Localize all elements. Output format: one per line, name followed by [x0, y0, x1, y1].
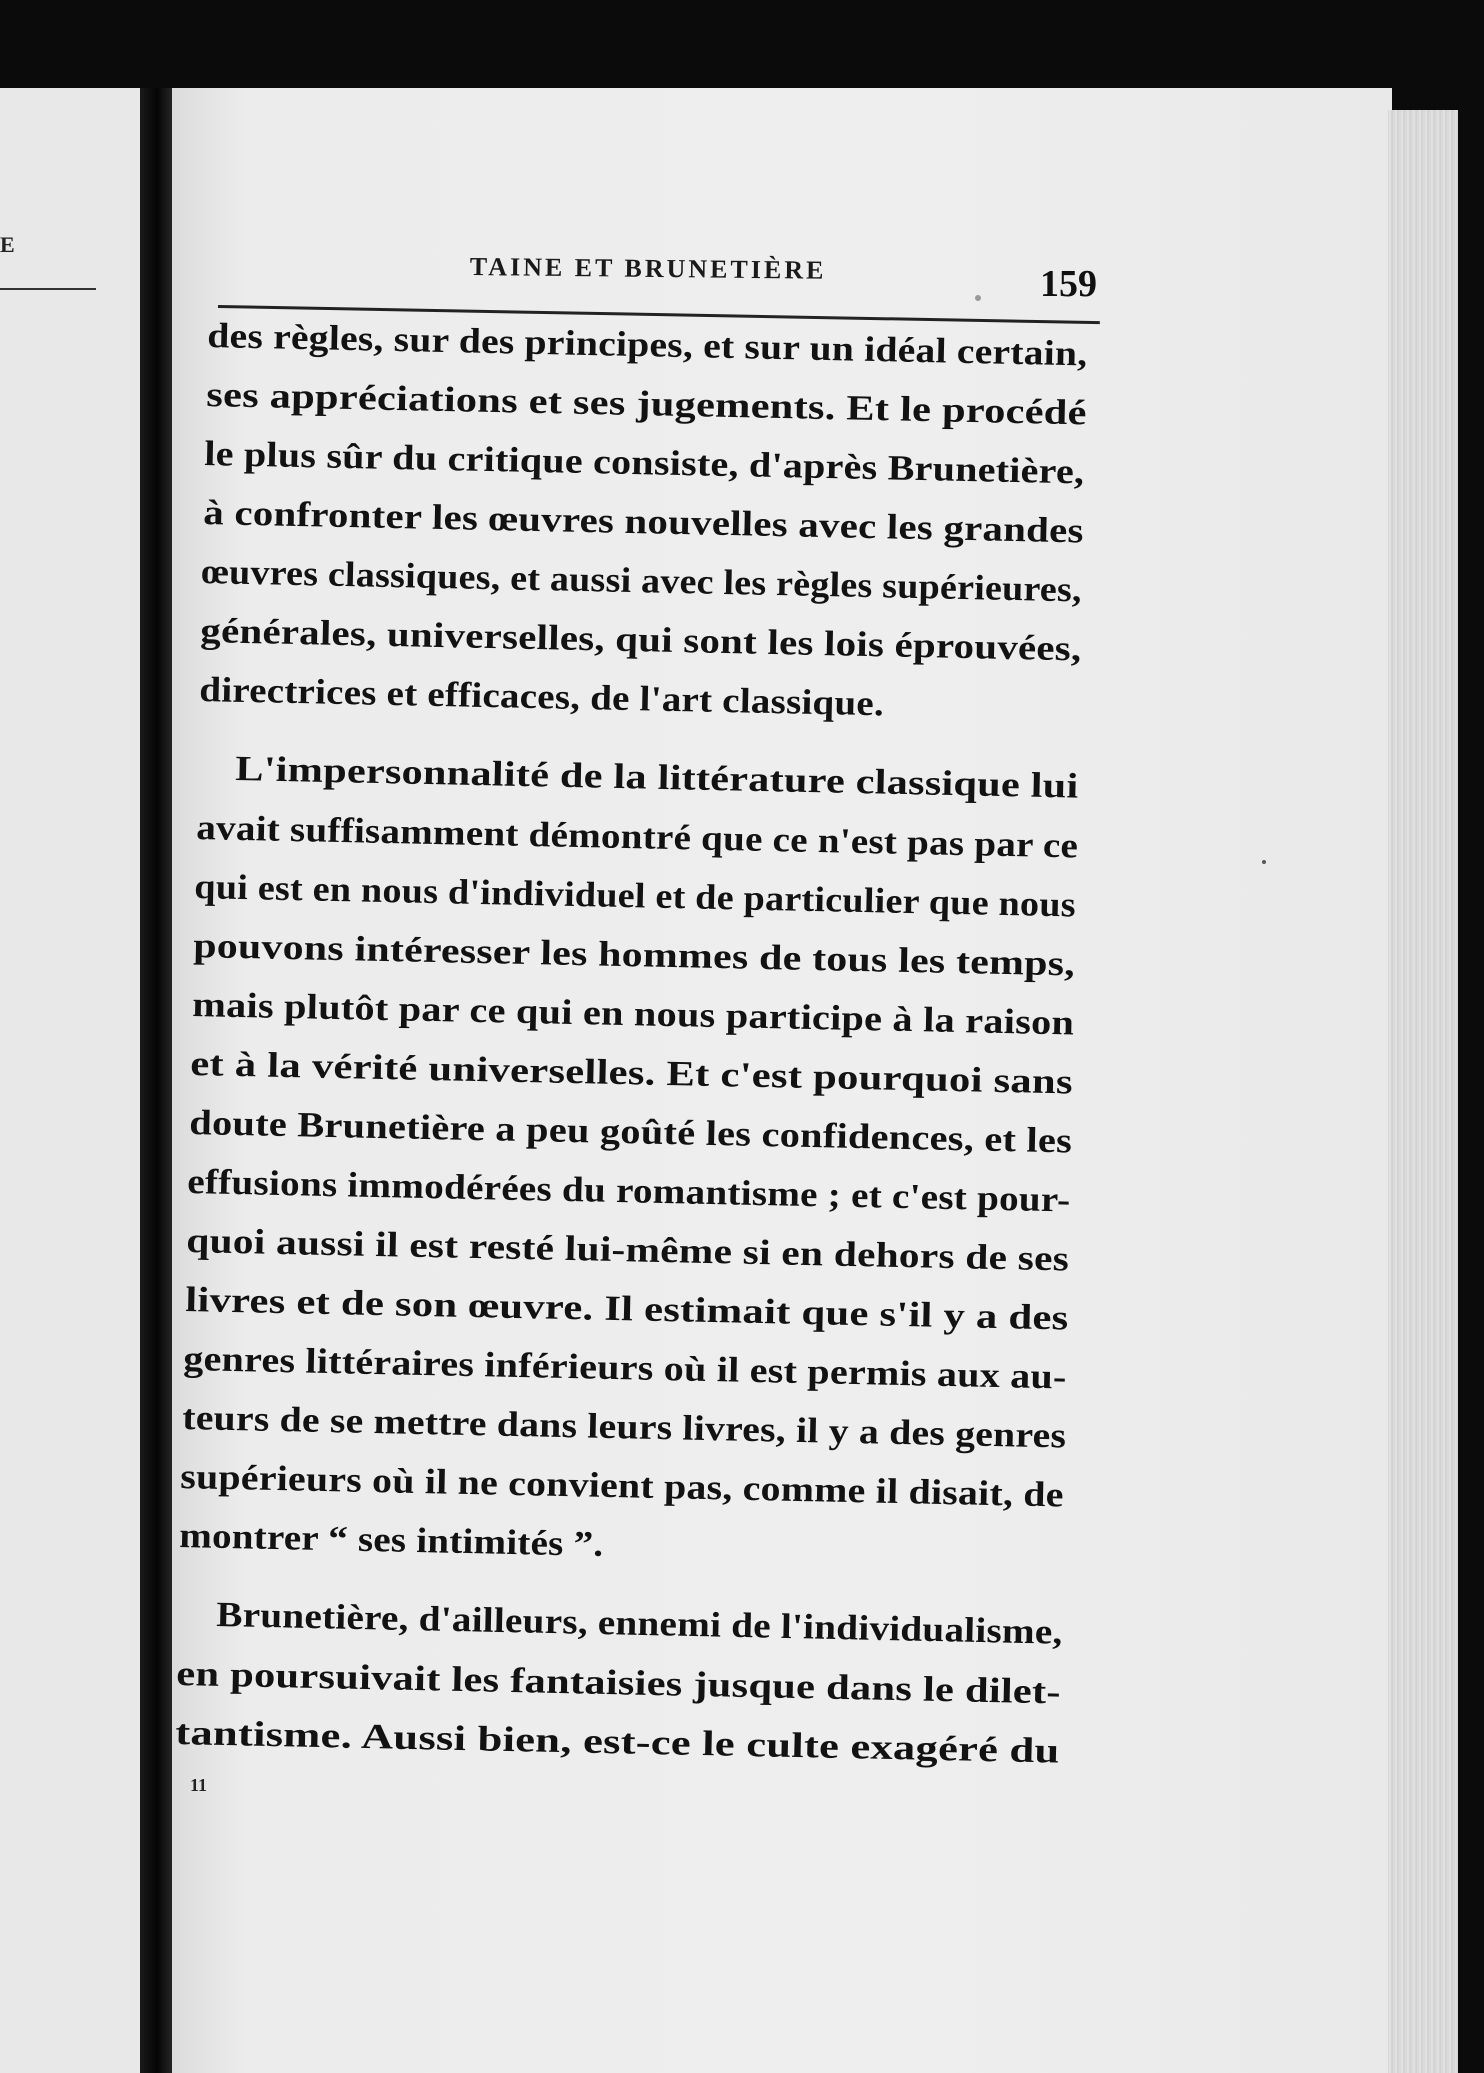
body-line: œuvres classiques, et aussi avec les règles supérieures,	[201, 551, 1083, 610]
body-line: pouvons intéresser les hommes de tous les temps,	[192, 925, 1076, 984]
body-line: Brunetière, d'ailleurs, ennemi de l'individualisme,	[215, 1594, 1063, 1652]
body-line: qui est en nous d'individuel et de particulier que nous	[194, 866, 1077, 925]
page-edge-stack	[1388, 110, 1458, 2073]
body-line: montrer “ ses intimités ”.	[178, 1515, 604, 1564]
page-number: 159	[1040, 263, 1097, 305]
signature-mark: 11	[190, 1775, 208, 1795]
body-line: genres littéraires inférieurs où il est permis aux au-	[183, 1338, 1068, 1397]
body-line: livres et de son œuvre. Il estimait que s'il y a des	[184, 1279, 1069, 1338]
body-line: ses appréciations et ses jugements. Et le procédé	[205, 374, 1087, 433]
body-line: des règles, sur des principes, et sur un idéal certain,	[206, 315, 1088, 374]
body-line: effusions immodérées du romantisme ; et c'est pour-	[187, 1161, 1072, 1220]
left-head-rule	[0, 288, 96, 290]
body-line: à confronter les œuvres nouvelles avec les grandes	[202, 492, 1084, 551]
body-line: mais plutôt par ce qui en nous participe à la raison	[191, 984, 1075, 1043]
body-text	[172, 0, 1392, 2073]
body-line: avait suffisamment démontré que ce n'est pas par ce	[195, 807, 1079, 866]
body-line: doute Brunetière a peu goûté les confidences, et les	[188, 1102, 1073, 1161]
body-line: générales, universelles, qui sont les lois éprouvées,	[199, 610, 1082, 669]
body-line: supérieurs où il ne convient pas, comme il disait, de	[180, 1456, 1065, 1515]
body-line: et à la vérité universelles. Et c'est pourquoi sans	[190, 1043, 1074, 1102]
body-line: quoi aussi il est resté lui-même si en dehors de ses	[185, 1220, 1070, 1279]
body-line: L'impersonnalité de la littérature classique lui	[235, 748, 1080, 806]
left-page	[0, 88, 160, 2073]
page-speck	[1262, 860, 1266, 864]
page-speck	[975, 295, 981, 301]
body-line: directrices et efficaces, de l'art classique.	[198, 669, 884, 724]
book-gutter	[140, 88, 174, 2073]
body-line: tantisme. Aussi bien, est-ce le culte exagéré du	[174, 1712, 1060, 1771]
body-line: teurs de se mettre dans leurs livres, il y a des genres	[181, 1397, 1067, 1456]
left-running-head-fragment: E	[0, 232, 15, 257]
body-line: en poursuivait les fantaisies jusque dans le dilet-	[176, 1653, 1062, 1712]
running-title: TAINE ET BRUNETIÈRE	[469, 252, 827, 285]
body-line: le plus sûr du critique consiste, d'après Brunetière,	[204, 433, 1085, 492]
